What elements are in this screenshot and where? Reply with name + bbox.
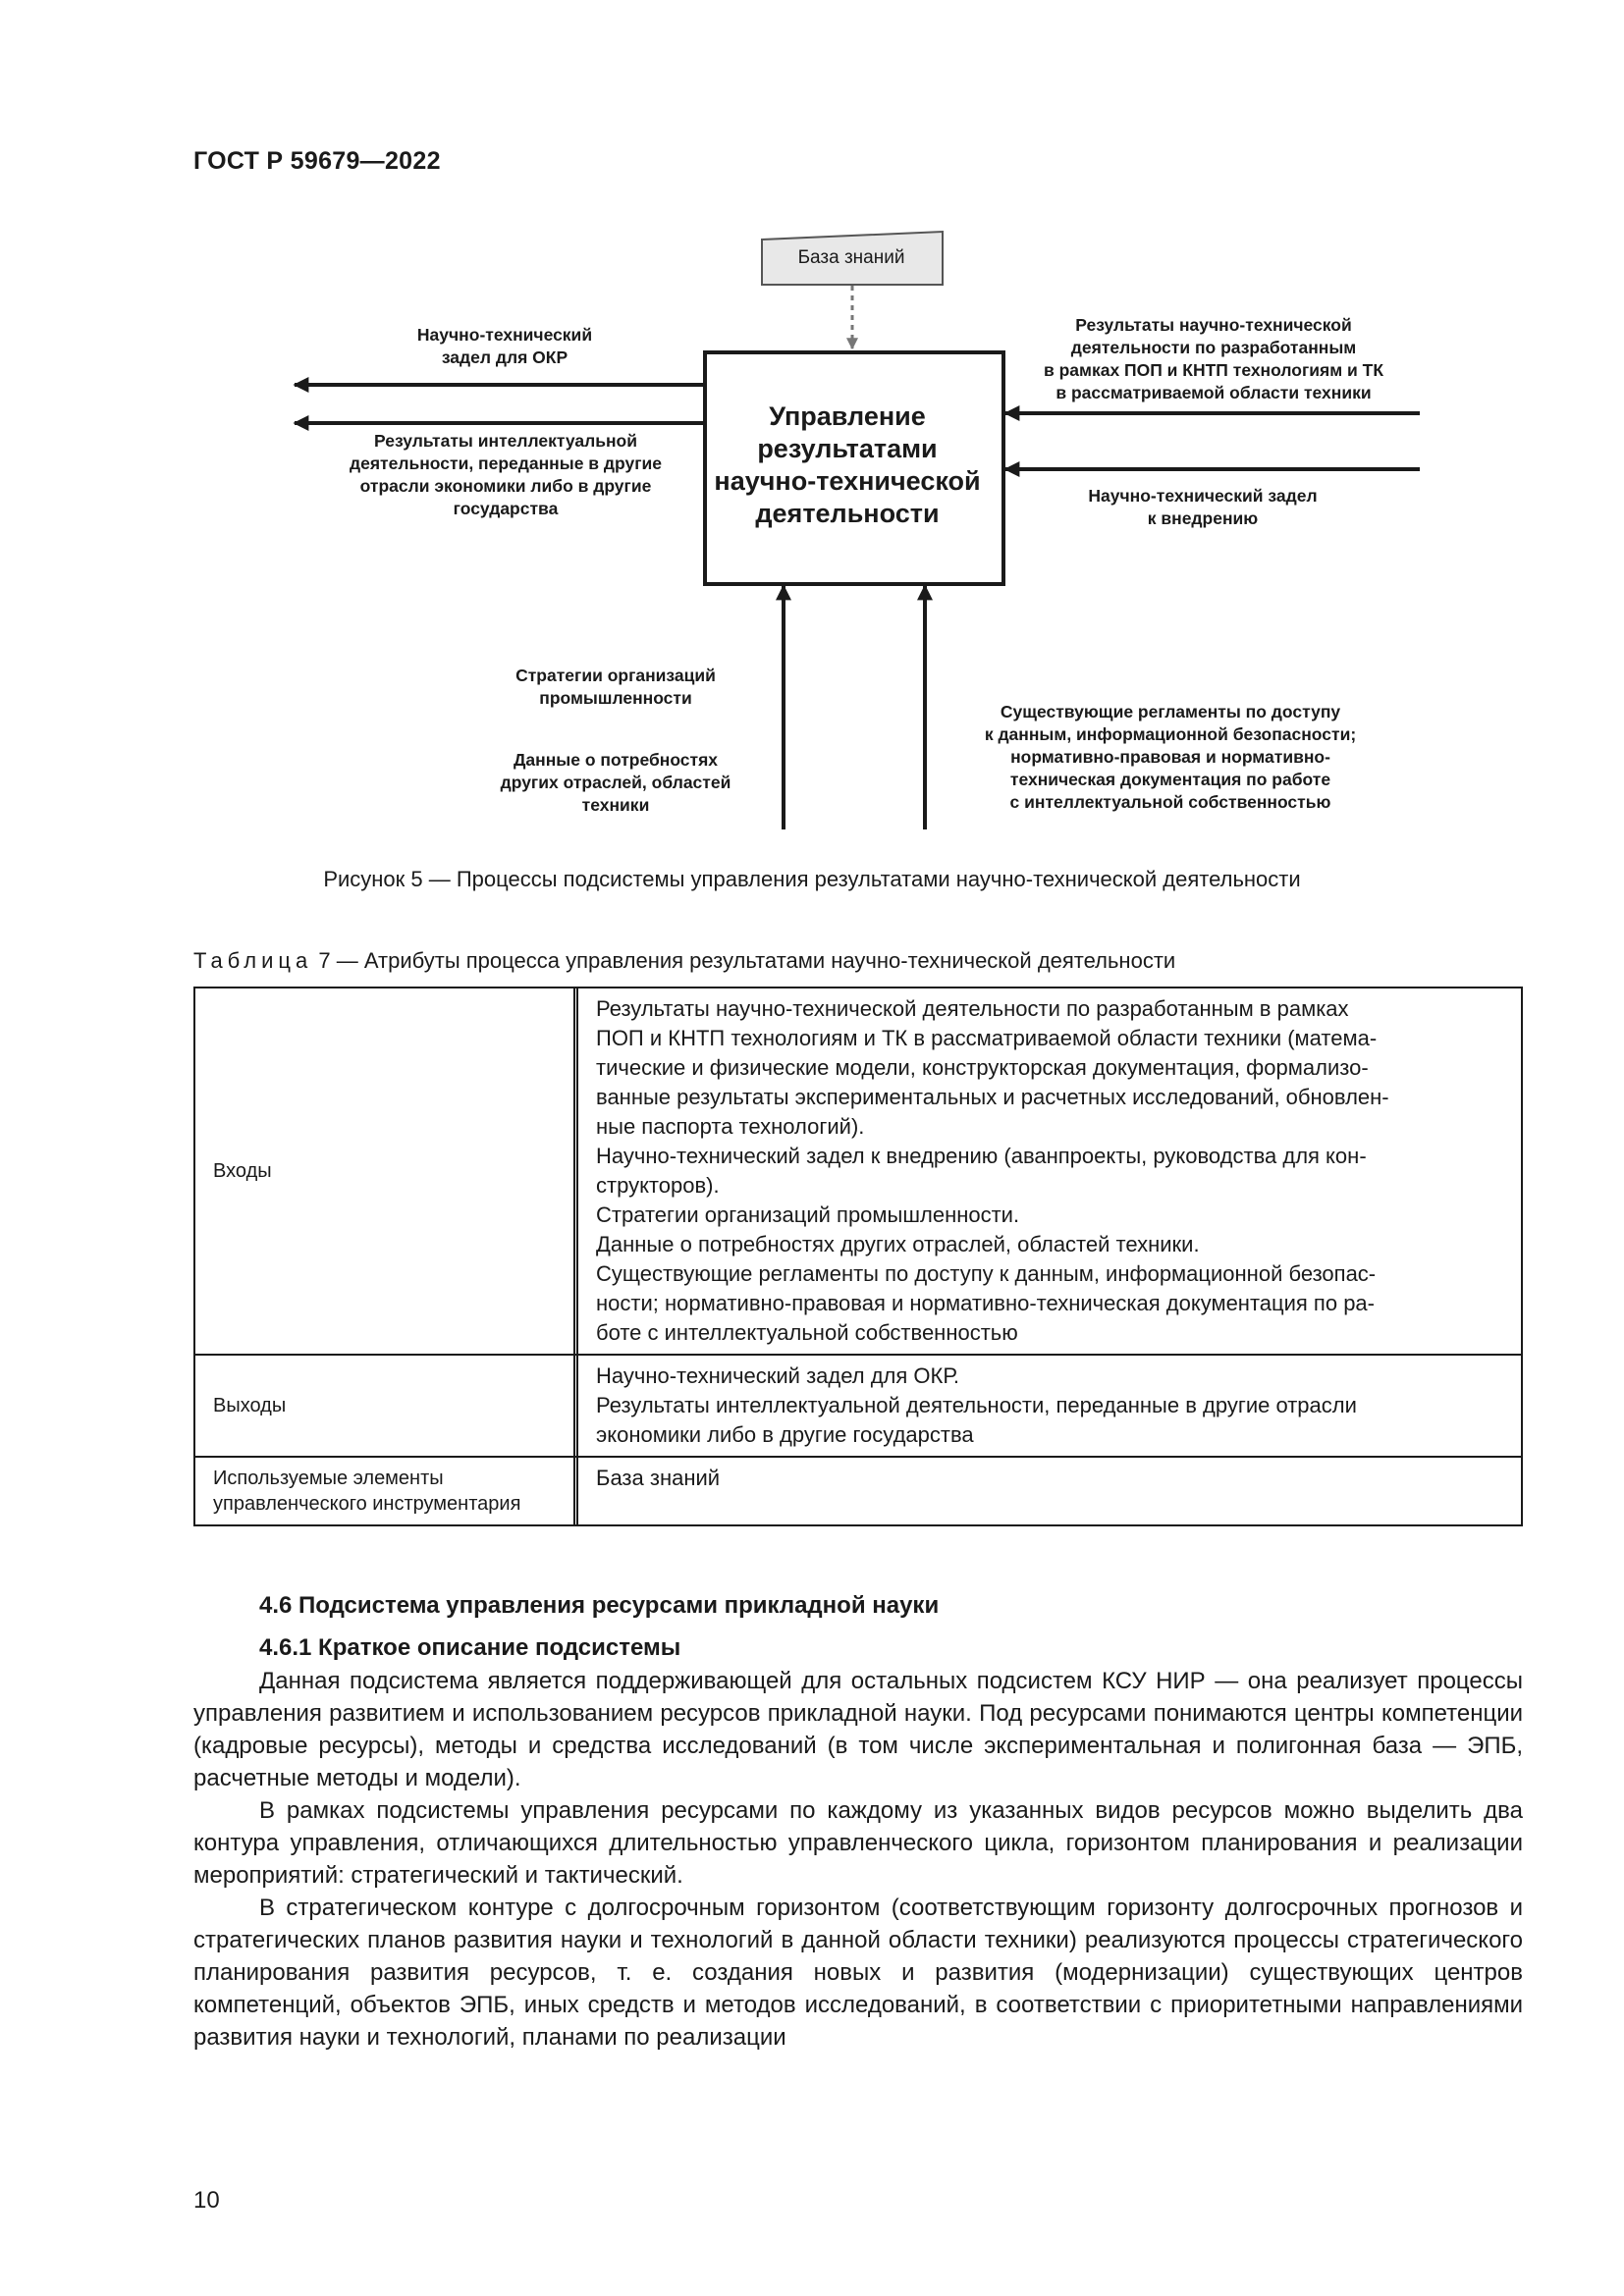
paragraph: В стратегическом контуре с долгосрочным горизонтом (соответствующим горизонту долгосрочных прогнозов и стратегических планов развития науки и технологий в данной области техники) реализуются процессы стратегического планирования развития ресурсов, т. е. создания новых и развития (модернизации) существующих центров компетенций, объектов ЭПБ, иных средств и методов исследований, в соответствии с приоритетными направлениями развития науки и технологий, планами по реализации — [193, 1895, 1523, 2051]
output-label-top-left: Научно-технический задел для ОКР — [416, 325, 593, 367]
bottom-label-regulations: Существующие регламенты по доступу к данным, информационной безопасности; нормативно-правовая и нормативно- техническая документация по работе с интеллектуальной собственностью — [984, 702, 1357, 812]
row-name-tools: Используемые элементы управленческого инструментария — [195, 1458, 578, 1524]
output-label-bottom-left: Результаты интеллектуальной деятельности, переданные в другие отрасли экономики либо в другие государства — [350, 431, 662, 518]
section-heading-4-6-1: 4.6.1 Краткое описание подсистемы — [259, 1634, 681, 1661]
row-value-inputs: Результаты научно-технической деятельности по разработанным в рамках ПОП и КНТП технологиям и ТК в рассматриваемой области техники (матема- тические и физические модели, конструкторская документация, формализо- ванные результаты экспериментальных и расчетных исследований, обновлен- ные паспорта технологий). Научно-технический задел к внедрению (аванпроекты, руководства для кон- структоров). Стратегии организаций промышленности. Данные о потребностях других отраслей, областей техники. Существующие регламенты по доступу к данным, информационной безопас- ности; нормативно-правовая и нормативно-техническая документация по ра- боте с интеллектуальной собственностью — [596, 996, 1389, 1345]
knowledge-base-label: База знаний — [797, 247, 905, 268]
input-label-bottom-right: Научно-технический задел к внедрению — [1088, 486, 1318, 528]
bottom-label-strategies: Стратегии организаций промышленности — [515, 666, 716, 708]
row-name-outputs: Выходы — [195, 1356, 578, 1456]
input-label-top-right: Результаты научно-технической деятельности по разработанным в рамках ПОП и КНТП технологиям и ТК в рассматриваемой области техники — [1043, 315, 1384, 402]
paragraph: В рамках подсистемы управления ресурсами по каждому из указанных видов ресурсов можно выделить два контура управления, отличающихся длительностью управленческого цикла, горизонтом планирования и реализации мероприятий: стратегический и тактический. — [193, 1797, 1523, 1889]
row-name-inputs: Входы — [195, 988, 578, 1354]
table-caption — [193, 948, 1175, 974]
row-value-tools: База знаний — [596, 1466, 721, 1490]
row-value-outputs: Научно-технический задел для ОКР. Результаты интеллектуальной деятельности, переданные в другие отрасли экономики либо в другие государства — [596, 1363, 1357, 1447]
body-text — [193, 1665, 1523, 2054]
bottom-label-needs: Данные о потребностях других отраслей, областей техники — [500, 750, 731, 815]
table-caption-text: 7 — Атрибуты процесса управления результатами научно-технической деятельности — [318, 948, 1176, 973]
section-heading-4-6: 4.6 Подсистема управления ресурсами прикладной науки — [259, 1592, 940, 1619]
table-row — [195, 988, 1521, 1354]
document-header: ГОСТ Р 59679—2022 — [193, 147, 441, 175]
table-row — [195, 1456, 1521, 1524]
table-caption-prefix: Таблица — [193, 948, 313, 973]
page-number: 10 — [193, 2187, 220, 2214]
figure-caption: Рисунок 5 — Процессы подсистемы управления результатами научно-технической деятельности — [323, 867, 1301, 891]
center-process-label: Управление результатами научно-технической деятельности — [714, 401, 981, 528]
attributes-table — [193, 987, 1523, 1526]
paragraph: Данная подсистема является поддерживающей для остальных подсистем КСУ НИР — она реализует процессы управления развитием и использованием ресурсов прикладной науки. Под ресурсами понимаются центры компетенции (кадровые ресурсы), методы и средства исследований (в том числе экспериментальная и полигонная база — ЭПБ, расчетные методы и модели). — [193, 1668, 1523, 1791]
table-row — [195, 1354, 1521, 1456]
